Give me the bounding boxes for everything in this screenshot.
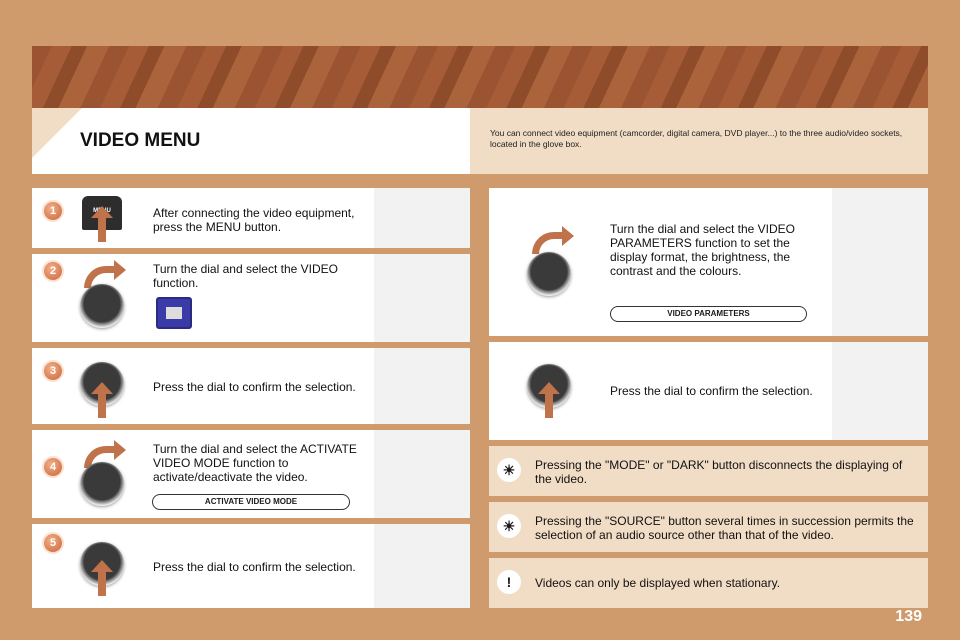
page-number: 139 bbox=[895, 608, 922, 625]
intro-text: You can connect video equipment (camcorder, digital camera, DVD player...) to the three audio/video sockets, located in the glove box. bbox=[490, 128, 903, 149]
note-warning bbox=[489, 558, 928, 608]
step-number: 1 bbox=[44, 202, 62, 220]
tip-icon: ☀ bbox=[497, 458, 521, 482]
radio-panel-image bbox=[832, 188, 928, 336]
arrow-up-icon bbox=[98, 392, 106, 418]
activate-video-mode-label: ACTIVATE VIDEO MODE bbox=[152, 494, 350, 510]
radio-panel-image bbox=[374, 348, 470, 424]
step-text: Turn the dial and select the ACTIVATE VIDEO MODE function to activate/deactivate the video. bbox=[153, 442, 357, 484]
step-text: Turn the dial and select the VIDEO function. bbox=[153, 262, 338, 290]
note-source bbox=[489, 502, 928, 552]
step-number: 4 bbox=[44, 458, 62, 476]
page-title: VIDEO MENU bbox=[80, 130, 201, 151]
radio-panel-image bbox=[374, 430, 470, 518]
radio-panel-image bbox=[832, 342, 928, 440]
tip-icon: ☀ bbox=[497, 514, 521, 538]
radio-panel-image bbox=[374, 524, 470, 608]
step-text: After connecting the video equipment, press the MENU button. bbox=[153, 206, 355, 234]
warning-icon: ! bbox=[497, 570, 521, 594]
step-number: 5 bbox=[44, 534, 62, 552]
arrow-up-icon bbox=[98, 570, 106, 596]
note-text: Videos can only be displayed when stationary. bbox=[535, 576, 781, 590]
step-text: Press the dial to confirm the selection. bbox=[153, 560, 356, 574]
radio-panel-image bbox=[374, 188, 470, 248]
step-text: Press the dial to confirm the selection. bbox=[610, 384, 813, 398]
video-function-icon bbox=[156, 297, 192, 329]
dial-icon bbox=[80, 462, 124, 506]
wood-banner bbox=[32, 46, 928, 108]
step-number: 3 bbox=[44, 362, 62, 380]
radio-panel-image bbox=[374, 254, 470, 342]
step-text: Press the dial to confirm the selection. bbox=[153, 380, 356, 394]
dial-icon bbox=[527, 252, 571, 296]
step-number: 2 bbox=[44, 262, 62, 280]
arrow-up-icon bbox=[545, 392, 553, 418]
step-text: Turn the dial and select the VIDEO PARAMETERS function to set the display format, the brightness, the contrast and the colours. bbox=[610, 222, 795, 278]
note-mode-dark bbox=[489, 446, 928, 496]
arrow-up-icon bbox=[98, 216, 106, 242]
note-text: Pressing the "SOURCE" button several times in succession permits the selection of an audio source other than that of the video. bbox=[535, 514, 914, 542]
dial-icon bbox=[80, 284, 124, 328]
note-text: Pressing the "MODE" or "DARK" button disconnects the displaying of the video. bbox=[535, 458, 903, 486]
video-parameters-label: VIDEO PARAMETERS bbox=[610, 306, 807, 322]
